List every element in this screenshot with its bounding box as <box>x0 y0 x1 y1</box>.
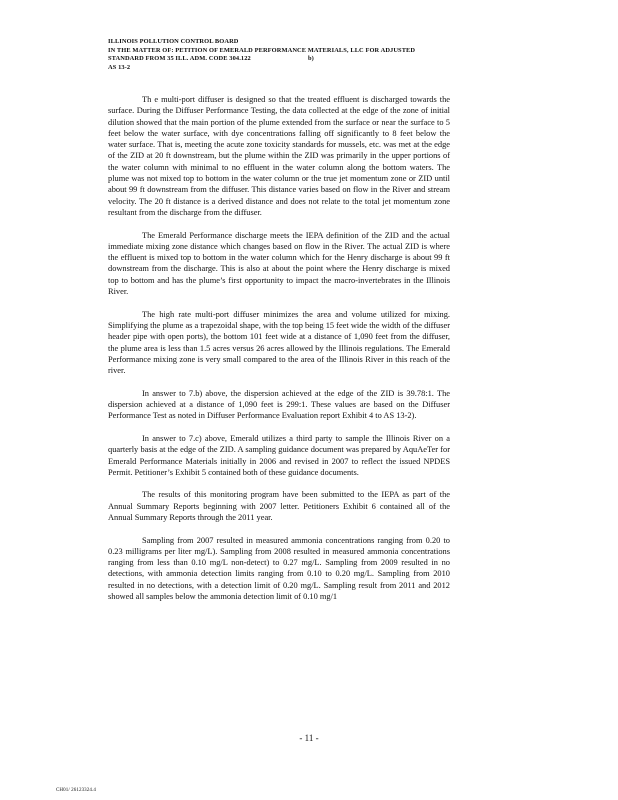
footer-document-id: CH01/ 26123324.4 <box>56 788 96 793</box>
paragraph: Th e multi-port diffuser is designed so that the treated effluent is discharged towards the surface. During the Diffuser Performance Testing, the data collected at the edge of the zone of initial dilution showed that the main portion of the plume extended from the surface or near the surface to 5 feet below the water surface, with dye concentrations falling off significantly to 8 feet below the water surface. That is, meeting the acute zone toxicity standards for mussels, etc. was met at the edge of the ZID at 20 ft downstream, but the plume within the ZID was primarily in the upper portions of the water column with minimal to no effluent in the water column along the bottom waters. The plume was not mixed top to bottom in the water column or the true jet momentum zone or ZID until about 99 ft downstream from the diffuser. This distance varies based on flow in the River and stream velocity. The 20 ft distance is a derived distance and does not relate to the total jet momentum zone resultant from the discharge from the diffuser. <box>108 95 450 217</box>
paragraph: The high rate multi-port diffuser minimizes the area and volume utilized for mixing. Simplifying the plume as a trapezoidal shape, with the top being 15 feet wide the width of the diffuser header pipe with open ports), the bottom 101 feet wide at a distance of 1,090 feet from the diffuser, the plume area is less than 1.5 acres versus 26 acres allowed by the Illinois regulations. The Emerald Performance mixing zone is very small compared to the area of the Illinois River in this reach of the river. <box>108 309 450 376</box>
document-header <box>108 38 488 72</box>
page-number: - 11 - <box>299 733 319 743</box>
paragraph: Sampling from 2007 resulted in measured ammonia concentrations ranging from 0.20 to 0.23 milligrams per liter mg/L). Sampling from 2008 resulted in measured ammonia concentrations ranging from less than 0.10 mg/L non-detect) to 0.27 mg/L. Sampling from 2009 resulted in no detections, with ammonia detection limits ranging from 0.10 to 0.20 mg/L. Sampling from 2010 resulted in no detections, with a detection limit of 0.20 mg/L. Sampling result from 2011 and 2012 showed all samples below the ammonia detection limit of 0.10 mg/1 <box>108 535 450 602</box>
paragraph: The Emerald Performance discharge meets the IEPA definition of the ZID and the actual immediate mixing zone distance which changes based on flow in the River. The actual ZID is where the effluent is mixed top to bottom in the water column which for the Henry discharge is about 99 ft downstream from the discharge. This is also at about the point where the Henry discharge is mixed top to bottom and has the plume’s first opportunity to impact the macro-invertebrates in the Illinois River. <box>108 230 450 297</box>
paragraph: The results of this monitoring program have been submitted to the IEPA as part of the Annual Summary Reports beginning with 2007 letter. Petitioners Exhibit 6 contained all of the Annual Summary Reports through the 2011 year. <box>108 490 450 522</box>
header-board-name: ILLINOIS POLLUTION CONTROL BOARD <box>108 38 239 45</box>
body-text <box>108 94 450 614</box>
header-standard-text: STANDARD FROM 35 ILL. ADM. CODE 304.122 <box>108 55 251 63</box>
header-standard-line <box>108 55 488 64</box>
header-standard-suffix: b) <box>308 55 314 63</box>
header-case-number: AS 13-2 <box>108 63 131 71</box>
header-matter-line: IN THE MATTER OF: PETITION OF EMERALD PERFORMANCE MATERIALS, LLC FOR ADJUSTED <box>108 46 416 54</box>
paragraph: In answer to 7.c) above, Emerald utilizes a third party to sample the Illinois River on a quarterly basis at the edge of the ZID. A sampling guidance document was prepared by AquAeTer for Emerald Performance Materials initially in 2006 and revised in 2007 to reflect the issued NPDES Permit. Petitioner’s Exhibit 5 contained both of these guidance documents. <box>108 433 450 477</box>
paragraph: In answer to 7.b) above, the dispersion achieved at the edge of the ZID is 39.78:1. The dispersion achieved at a distance of 1,090 feet is 299:1. These values are based on the Diffuser Performance Test as noted in Diffuser Performance Evaluation report Exhibit 4 to AS 13-2). <box>108 388 450 421</box>
